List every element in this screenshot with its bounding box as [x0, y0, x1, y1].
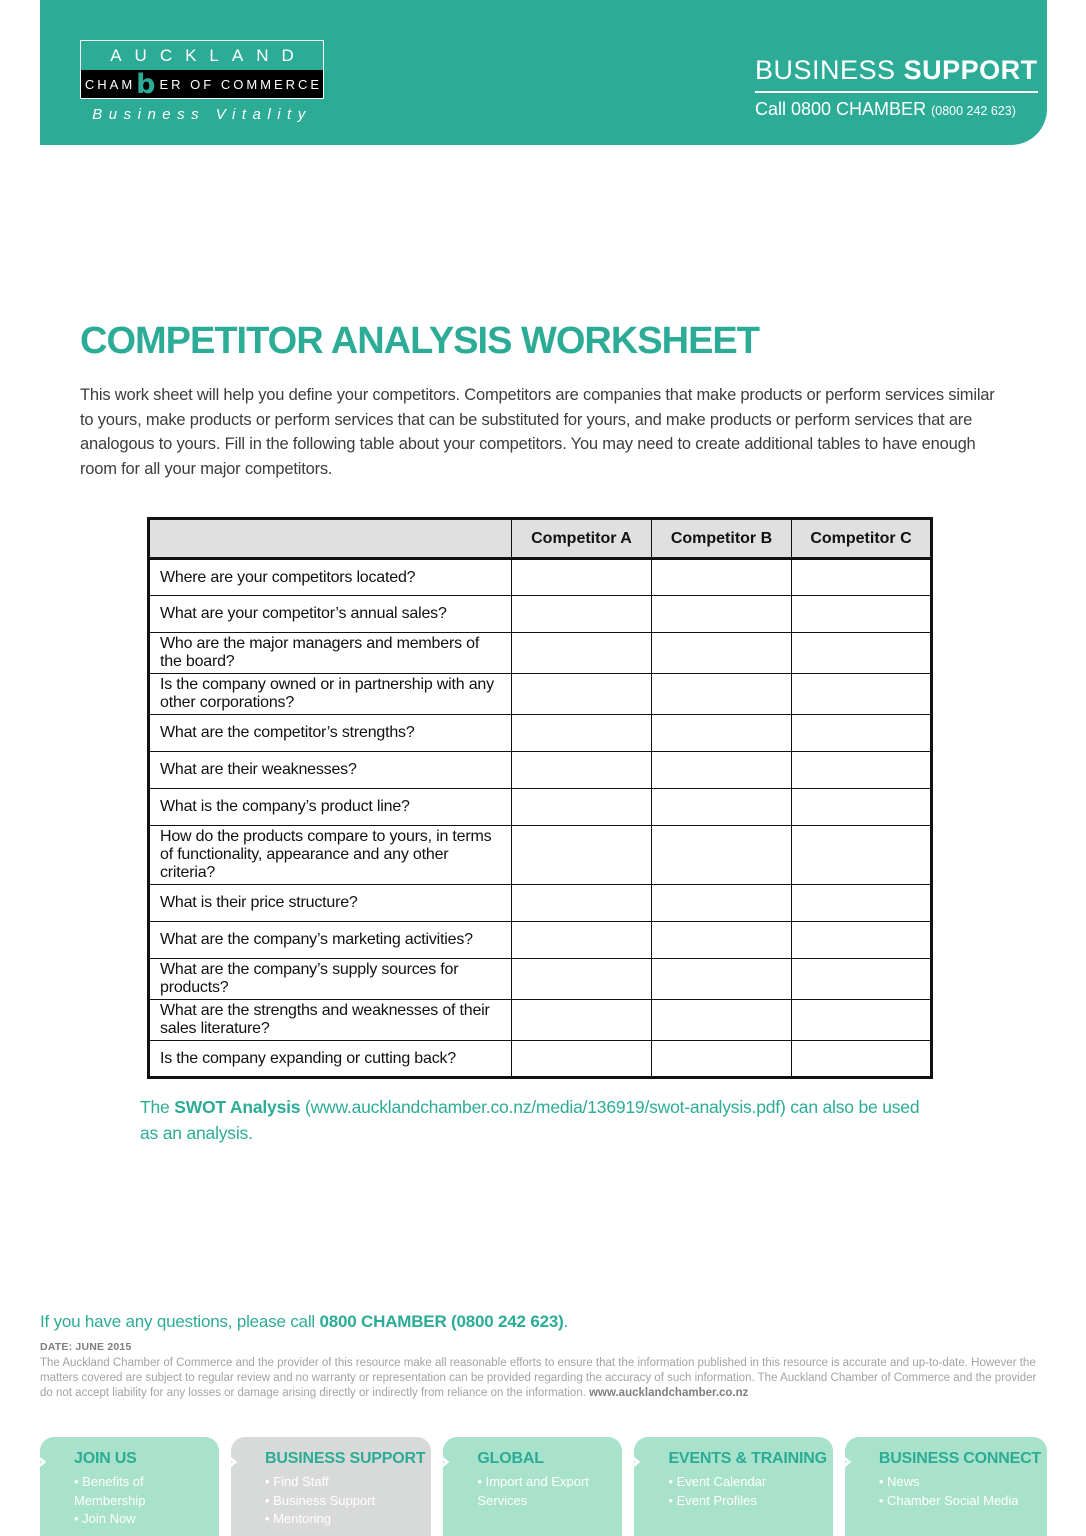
footer-link: • Event Profiles — [668, 1492, 826, 1511]
question-cell: Is the company expanding or cutting back? — [149, 1041, 512, 1078]
header-cell-blank — [149, 519, 512, 559]
answer-cell — [792, 885, 932, 922]
answer-cell — [652, 922, 792, 959]
question-cell: Is the company owned or in partnership with any other corporations? — [149, 674, 512, 715]
answer-cell — [652, 789, 792, 826]
answer-cell — [792, 826, 932, 885]
swot-analysis-label: SWOT Analysis — [174, 1097, 301, 1117]
footer-box-join-us — [40, 1437, 219, 1536]
footer-box-business-support — [231, 1437, 431, 1536]
chevron-right-icon — [833, 1450, 857, 1474]
question-cell: Where are your competitors located? — [149, 559, 512, 596]
table-row — [149, 922, 932, 959]
swot-note-prefix: The — [140, 1097, 175, 1117]
answer-cell — [652, 596, 792, 633]
answer-cell — [652, 559, 792, 596]
chamber-logo — [80, 40, 324, 123]
answer-cell — [792, 789, 932, 826]
answer-cell — [512, 1000, 652, 1041]
logo-chamber-pre: CHAM — [84, 76, 136, 92]
logo-auckland-text: AUCKLAND — [110, 45, 307, 65]
chamber-logo-box — [80, 40, 324, 99]
question-cell: What are their weaknesses? — [149, 752, 512, 789]
footer-box-links — [74, 1473, 213, 1529]
answer-cell — [652, 715, 792, 752]
footer-box-events-training — [634, 1437, 832, 1536]
question-cell: What are your competitor’s annual sales? — [149, 596, 512, 633]
intro-paragraph: This work sheet will help you define your competitors. Competitors are companies that make products or perform services similar to yours, make products or perform services that can be substituted for yours, and make products or perform services that are analogous to yours. Fill in the following table about your competitors. You may need to create additional tables to have enough room for all your major competitors. — [80, 386, 995, 478]
table-row — [149, 596, 932, 633]
answer-cell — [652, 885, 792, 922]
answer-cell — [792, 959, 932, 1000]
footer-link: • Event Calendar — [668, 1473, 826, 1492]
question-cell: How do the products compare to yours, in terms of functionality, appearance and any other criteria? — [149, 826, 512, 885]
page-title: COMPETITOR ANALYSIS WORKSHEET — [80, 320, 759, 362]
footer-link: • Benefits of Membership — [74, 1473, 213, 1510]
website-link[interactable]: www.aucklandchamber.co.nz — [589, 1387, 749, 1399]
answer-cell — [512, 633, 652, 674]
table-row — [149, 1041, 932, 1078]
answer-cell — [792, 1000, 932, 1041]
footer-box-links — [879, 1473, 1041, 1510]
answer-cell — [792, 596, 932, 633]
disclaimer-body: The Auckland Chamber of Commerce and the provider of this resource make all reasonable efforts to ensure that the information published in this resource is accurate and up-to-date. However the matters covered are subject to regular review and no warranty or representation can be provided regarding the accuracy of such information. The Auckland Chamber of Commerce and the provider do not accept liability for any losses or damage arising directly or indirectly from reliance on the information. — [40, 1357, 1037, 1399]
question-cell: What is their price structure? — [149, 885, 512, 922]
question-cell: What are the competitor’s strengths? — [149, 715, 512, 752]
footer-link: • Join Now — [74, 1510, 213, 1529]
header-band — [40, 0, 1047, 145]
answer-cell — [512, 885, 652, 922]
answer-cell — [512, 559, 652, 596]
answer-cell — [792, 715, 932, 752]
answer-cell — [512, 922, 652, 959]
answer-cell — [792, 1041, 932, 1078]
footer-link: • News — [879, 1473, 1041, 1492]
answer-cell — [652, 826, 792, 885]
business-support-heading-bold: SUPPORT — [903, 55, 1038, 85]
question-cell: What are the company’s supply sources for products? — [149, 959, 512, 1000]
answer-cell — [652, 1000, 792, 1041]
footer-box-links — [668, 1473, 826, 1510]
question-cell: What are the company’s marketing activities? — [149, 922, 512, 959]
answer-cell — [652, 674, 792, 715]
header-cell-competitor-a: Competitor A — [512, 519, 652, 559]
table-row — [149, 674, 932, 715]
footer-box-title: JOIN US — [74, 1450, 137, 1467]
header-phone-line — [755, 99, 1038, 120]
business-support-heading — [755, 55, 1038, 93]
logo-tagline: Business Vitality — [92, 106, 312, 123]
chevron-right-icon — [431, 1450, 455, 1474]
disclaimer-text — [40, 1356, 1048, 1401]
answer-cell — [652, 633, 792, 674]
answer-cell — [512, 1041, 652, 1078]
header-banner — [755, 55, 1038, 120]
answer-cell — [792, 559, 932, 596]
table-row — [149, 559, 932, 596]
answer-cell — [792, 674, 932, 715]
logo-chamber-text: CHAM b ER OF COMMERCE — [81, 70, 323, 98]
footer-box-links — [477, 1473, 616, 1510]
answer-cell — [512, 674, 652, 715]
competitor-analysis-table — [147, 517, 933, 1079]
date-label: DATE: JUNE 2015 — [40, 1341, 132, 1353]
answer-cell — [652, 1041, 792, 1078]
table-row — [149, 826, 932, 885]
answer-cell — [512, 826, 652, 885]
footer-nav — [40, 1437, 1047, 1536]
question-cell: What is the company’s product line? — [149, 789, 512, 826]
table-row — [149, 752, 932, 789]
header-cell-competitor-b: Competitor B — [652, 519, 792, 559]
answer-cell — [512, 752, 652, 789]
footer-box-global — [443, 1437, 622, 1536]
chevron-right-icon — [622, 1450, 646, 1474]
chevron-right-icon — [219, 1450, 243, 1474]
table-row — [149, 633, 932, 674]
table-header-row — [149, 519, 932, 559]
contact-suffix: . — [563, 1312, 569, 1331]
footer-link: • Business Support — [265, 1492, 425, 1511]
answer-cell — [792, 633, 932, 674]
header-phone-text: Call 0800 CHAMBER — [755, 99, 927, 119]
footer-box-title: EVENTS & TRAINING — [668, 1450, 827, 1467]
swot-note — [140, 1094, 922, 1146]
question-cell: Who are the major managers and members of the board? — [149, 633, 512, 674]
footer-box-title: BUSINESS CONNECT — [878, 1450, 1041, 1467]
footer-link: • Chamber Social Media — [879, 1492, 1041, 1511]
footer-link: • Import and Export Services — [477, 1473, 616, 1510]
table-row — [149, 1000, 932, 1041]
answer-cell — [512, 789, 652, 826]
table-row — [149, 885, 932, 922]
answer-cell — [792, 922, 932, 959]
contact-phone: 0800 CHAMBER (0800 242 623) — [319, 1312, 564, 1331]
answer-cell — [652, 959, 792, 1000]
table-row — [149, 959, 932, 1000]
contact-line — [40, 1312, 568, 1332]
table-row — [149, 789, 932, 826]
footer-box-links — [265, 1473, 425, 1529]
footer-box-business-connect — [845, 1437, 1047, 1536]
footer-link: • Find Staff — [265, 1473, 425, 1492]
header-cell-competitor-c: Competitor C — [792, 519, 932, 559]
answer-cell — [512, 959, 652, 1000]
answer-cell — [652, 752, 792, 789]
logo-chamber-post: ER OF COMMERCE — [159, 76, 323, 92]
business-support-heading-light: BUSINESS — [755, 55, 896, 85]
footer-box-title: GLOBAL — [477, 1450, 544, 1467]
answer-cell — [512, 596, 652, 633]
header-phone-number: (0800 242 623) — [931, 104, 1016, 118]
swot-analysis-link[interactable]: (www.aucklandchamber.co.nz/media/136919/swot-analysis.pdf) can also be used as an analysis. — [140, 1097, 920, 1143]
answer-cell — [792, 752, 932, 789]
footer-box-title: BUSINESS SUPPORT — [265, 1450, 426, 1467]
table-row — [149, 715, 932, 752]
contact-prefix: If you have any questions, please call — [40, 1312, 320, 1331]
question-cell: What are the strengths and weaknesses of their sales literature? — [149, 1000, 512, 1041]
answer-cell — [512, 715, 652, 752]
chevron-right-icon — [28, 1450, 52, 1474]
footer-link: • Mentoring — [265, 1510, 425, 1529]
